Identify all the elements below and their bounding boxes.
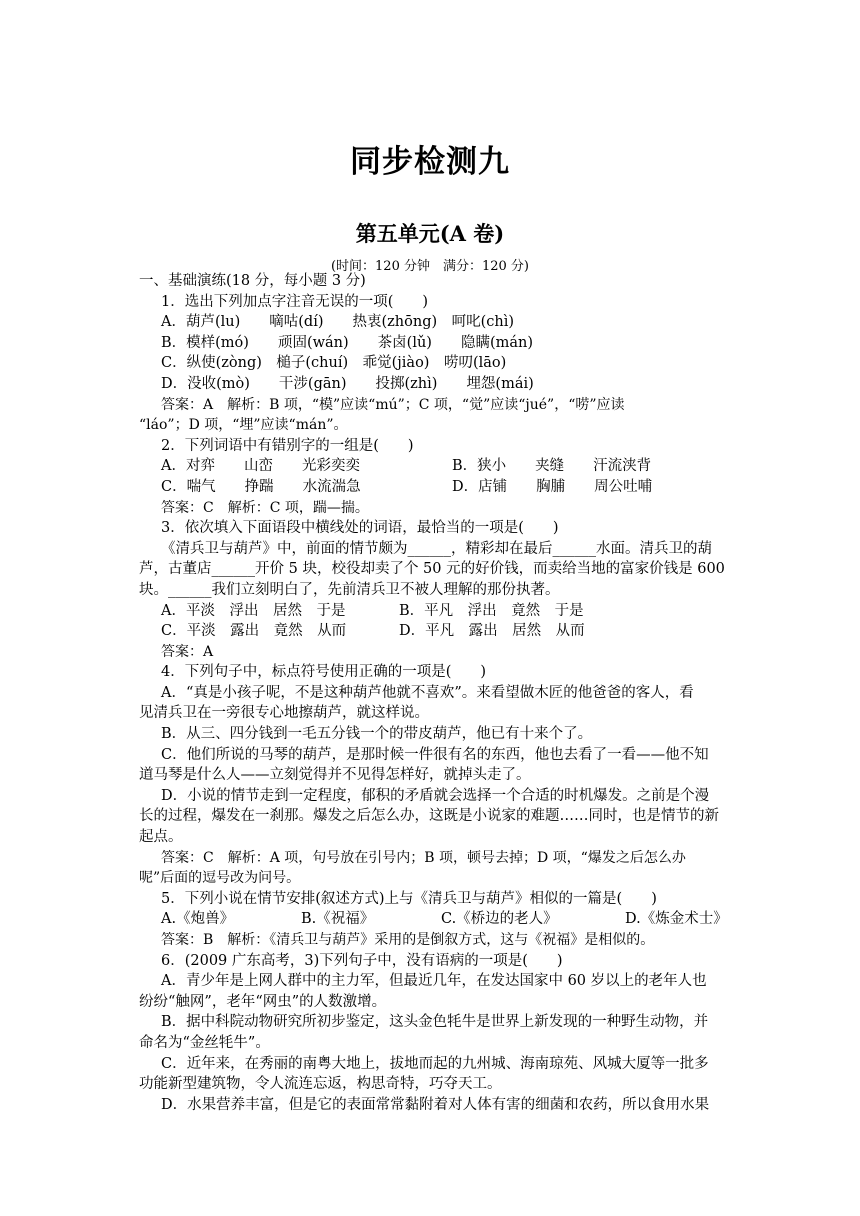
- answer-3: 答案：A: [161, 643, 214, 660]
- q6-option-b: B．据中科院动物研究所初步鉴定，这头金色牦牛是世界上新发现的一种野生动物，并: [161, 1014, 709, 1031]
- answer-4: 答案：C 解析：A 项，句号放在引号内；B 项，顿号去掉；D 项，“爆发之后怎么办: [161, 849, 686, 866]
- q3-option-a: A．平淡 浮出 居然 于是: [161, 602, 346, 619]
- unit-subtitle: 第五单元(A 卷): [355, 221, 505, 246]
- question-4: 4．下列句子中，标点符号使用正确的一项是( ): [161, 664, 487, 681]
- q3-option-d: D．平凡 露出 居然 从而: [399, 623, 585, 640]
- q3-passage-1: 《清兵卫与葫芦》中，前面的情节颇为______，精彩却在最后______水面。清兵卫的葫: [161, 540, 712, 557]
- q3-option-c: C．平淡 露出 竟然 从而: [161, 623, 347, 640]
- q5-option-d: D.《炼金术士》: [625, 911, 728, 928]
- q5-option-a: A.《炮兽》: [161, 911, 235, 928]
- q6-option-c-cont: 功能新型建筑物，令人流连忘返，构思奇特，巧夺天工。: [139, 1076, 502, 1093]
- question-5: 5．下列小说在情节安排(叙述方式)上与《清兵卫与葫芦》相似的一篇是( ): [161, 890, 657, 907]
- q5-options: [139, 909, 739, 930]
- q1-option-d: D．没收(mò) 干涉(gān) 投掷(zhì) 埋怨(mái): [161, 375, 534, 392]
- q4-option-d-cont: 长的过程，爆发在一刹那。爆发之后怎么办，这既是小说家的难题……同时，也是情节的新: [139, 808, 719, 825]
- q6-option-a-cont: 纷纷“触网”，老年“网虫”的人数激增。: [139, 993, 387, 1010]
- q2-option-a: A．对弈 山峦 光彩奕奕: [161, 458, 360, 475]
- q3-passage-3: 块。______我们立刻明白了，先前清兵卫不被人理解的那份执著。: [139, 581, 560, 598]
- question-6: 6．(2009 广东高考，3)下列句子中，没有语病的一项是( ): [161, 952, 563, 969]
- answer-4-cont: 呢”后面的逗号改为问号。: [139, 870, 301, 887]
- q2-options-cd: [139, 477, 739, 498]
- answer-1-cont: “láo”；D 项，“埋”应读“mán”。: [139, 417, 348, 434]
- q6-option-a: A．青少年是上网人群中的主力军，但最近几年，在发达国家中 60 岁以上的老年人也: [161, 973, 707, 990]
- q3-option-b: B．平凡 浮出 竟然 于是: [399, 602, 584, 619]
- question-content: [139, 271, 739, 1115]
- q1-option-c: C．纵使(zòng) 槌子(chuí) 乖觉(jiào) 唠叨(lāo): [161, 355, 507, 372]
- q6-option-d: D．水果营养丰富，但是它的表面常常黏附着对人体有害的细菌和农药，所以食用水果: [161, 1096, 710, 1113]
- answer-2: 答案：C 解析：C 项，踹—揣。: [161, 499, 369, 516]
- question-3: 3．依次填入下面语段中横线处的词语，最恰当的一项是( ): [161, 520, 559, 537]
- q3-options-cd: [139, 621, 739, 642]
- q2-option-d: D．店铺 胸脯 周公吐哺: [452, 478, 653, 495]
- q4-option-c-cont: 道马琴是什么人——立刻觉得并不见得怎样好，就掉头走了。: [139, 767, 531, 784]
- q4-option-a-cont: 见清兵卫在一旁很专心地擦葫芦，就这样说。: [139, 705, 429, 722]
- q3-options-ab: [139, 601, 739, 622]
- q3-passage-2: 芦，古董店______开价 5 块，校役却卖了个 50 元的好价钱，而卖给当地的富家价钱是 600: [139, 561, 725, 578]
- q4-option-c: C．他们所说的马琴的葫芦，是那时候一件很有名的东西，他也去看了一看——他不知: [161, 746, 709, 763]
- q5-option-c: C.《桥边的老人》: [441, 911, 558, 928]
- q1-option-b: B．模样(mó) 顽固(wán) 茶卤(lǔ) 隐瞒(mán): [161, 334, 533, 351]
- q2-option-c: C．喘气 挣踹 水流湍急: [161, 478, 361, 495]
- q4-option-b: B．从三、四分钱到一毛五分钱一个的带皮葫芦，他已有十来个了。: [161, 726, 593, 743]
- exam-meta: (时间：120 分钟 满分：120 分): [330, 259, 530, 274]
- q6-option-c: C．近年来，在秀丽的南粤大地上，拔地而起的九州城、海南琼苑、风城大厦等一批多: [161, 1055, 709, 1072]
- q2-option-b: B．狭小 夹缝 汗流浃背: [452, 458, 652, 475]
- q2-options-ab: [139, 456, 739, 477]
- q4-option-a: A．“真是小孩子呢，不是这种葫芦他就不喜欢”。来看望做木匠的他爸爸的客人，看: [161, 684, 694, 701]
- answer-1: 答案：A 解析：B 项，“模”应读“mú”；C 项，“觉”应读“jué”，“唠”应读: [161, 396, 625, 413]
- section-heading: 一、基础演练(18 分，每小题 3 分): [139, 273, 366, 289]
- q5-option-b: B.《祝福》: [301, 911, 375, 928]
- question-1: 1．选出下列加点字注音无误的一项( ): [161, 293, 429, 310]
- q4-option-d: D．小说的情节走到一定程度，郁积的矛盾就会选择一个合适的时机爆发。之前是个漫: [161, 787, 710, 804]
- question-2: 2．下列词语中有错别字的一组是( ): [161, 437, 414, 454]
- q1-option-a: A．葫芦(lu) 嘀咕(dí) 热衷(zhōng) 呵叱(chì): [161, 314, 515, 331]
- q6-option-b-cont: 命名为“金丝牦牛”。: [139, 1034, 270, 1051]
- q4-option-d-end: 起点。: [139, 829, 183, 846]
- answer-5: 答案：B 解析：《清兵卫与葫芦》采用的是倒叙方式，这与《祝福》是相似的。: [161, 932, 655, 948]
- page-title: 同步检测九: [350, 144, 510, 180]
